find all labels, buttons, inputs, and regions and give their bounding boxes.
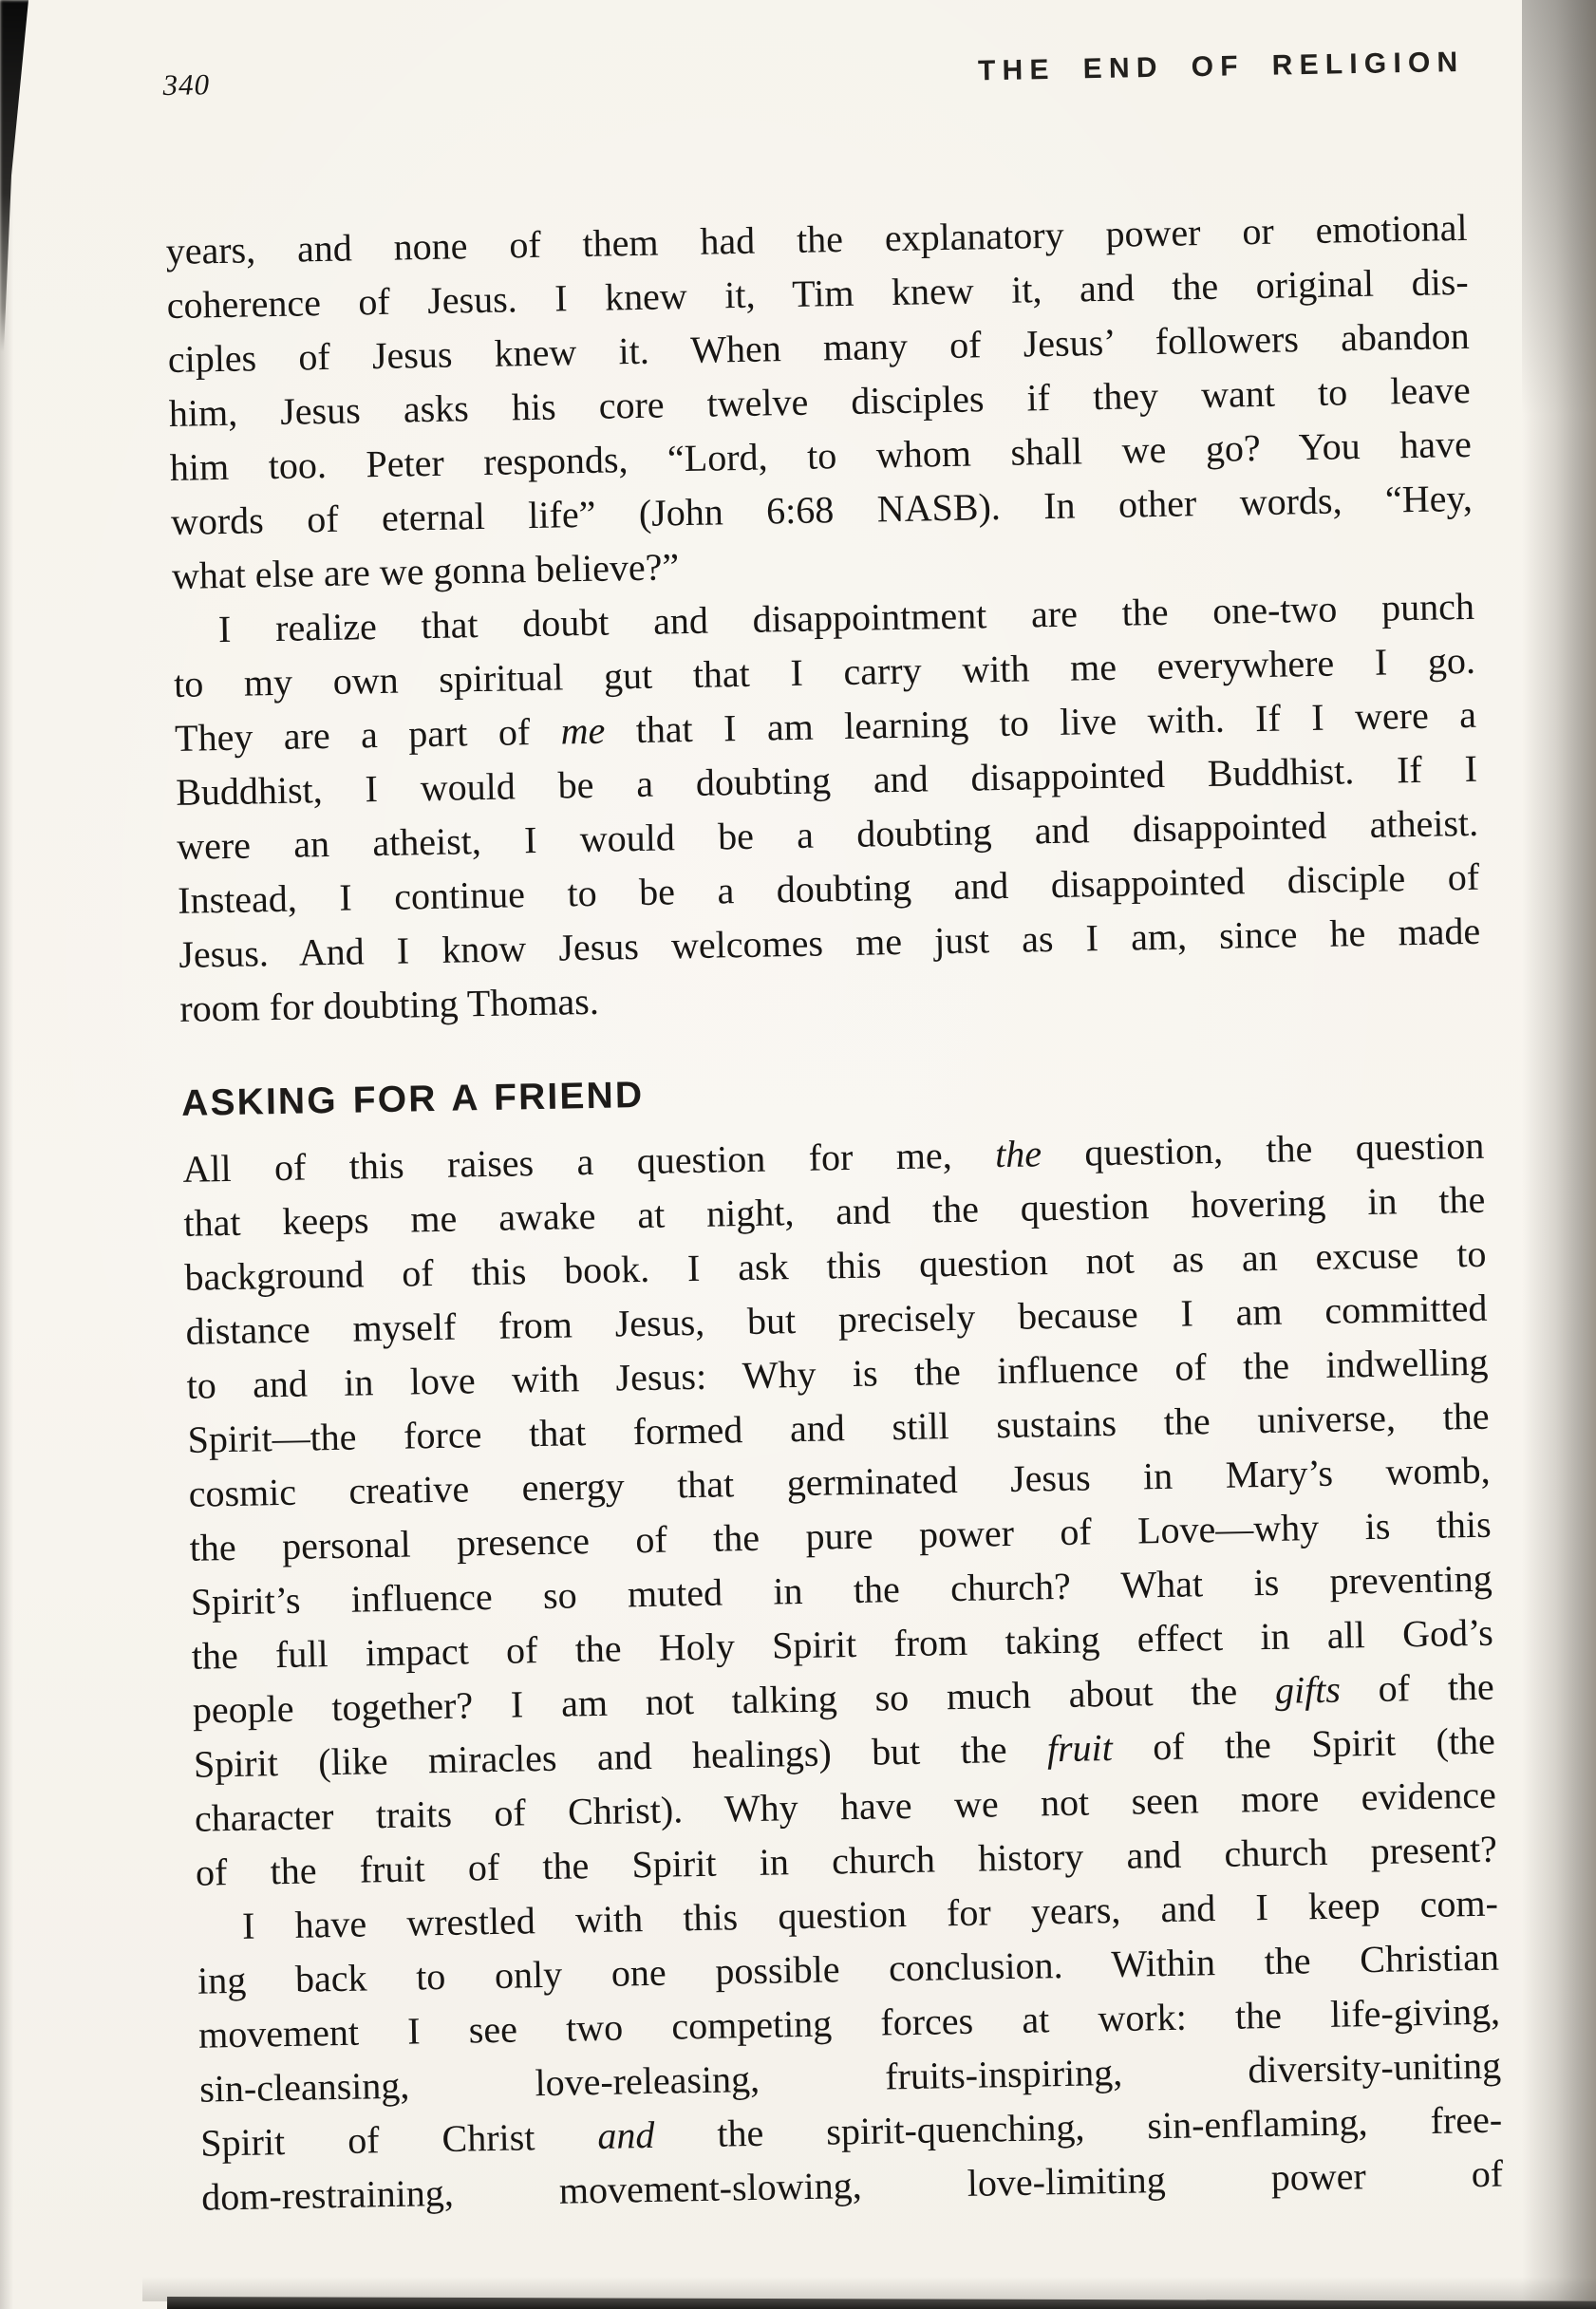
text-segment: question, the question	[1041, 1123, 1485, 1175]
running-header: THE END OF RELIGION	[977, 46, 1465, 87]
text-segment: They are a part of	[174, 709, 562, 760]
text-segment: that keeps me awake at night, and the question hovering in the	[183, 1177, 1486, 1245]
text-segment: Instead, I continue to be a doubting and disappointed disciple of	[177, 854, 1480, 922]
paragraph	[182, 1118, 1497, 1900]
text-segment: distance myself from Jesus, but precisely because I am committed	[185, 1286, 1488, 1353]
text-segment: Spirit (like miracles and healings) but the	[193, 1727, 1048, 1786]
italic-text: the	[994, 1132, 1042, 1176]
text-block	[165, 200, 1503, 2225]
text-segment: to my own spiritual gut that I carry with me everywhere I go.	[173, 638, 1476, 705]
text-segment: I have wrestled with this question for years, and I keep com-	[241, 1881, 1499, 1947]
text-segment: Buddhist, I would be a doubting and disappointed Buddhist. If I	[175, 746, 1478, 814]
section-heading: ASKING FOR A FRIEND	[180, 1074, 645, 1124]
page-number: 340	[162, 67, 211, 103]
text-segment: cosmic creative energy that germinated Jesus in Mary’s womb,	[188, 1448, 1491, 1515]
text-segment: of the	[1340, 1664, 1495, 1711]
text-segment: the personal presence of the pure power of Love—why is this	[189, 1502, 1492, 1569]
text-segment: years, and none of them had the explanatory power or emotional	[165, 205, 1468, 273]
text-segment: Spirit—the force that formed and still sustains the universe, the	[187, 1394, 1490, 1461]
text-segment: dom-restraining, movement-slowing, love-limiting power of	[200, 2151, 1504, 2219]
paragraph	[173, 579, 1482, 1036]
text-segment: ing back to only one possible conclusion. Within the Christian	[197, 1935, 1500, 2002]
text-segment: of the fruit of the Spirit in church history and church present?	[195, 1827, 1498, 1894]
text-segment: coherence of Jesus. I knew it, Tim knew it, and the original dis-	[166, 259, 1469, 328]
text-segment: Spirit’s influence so muted in the church? What is preventing	[190, 1556, 1493, 1624]
text-segment: were an atheist, I would be a doubting and disappointed atheist.	[176, 800, 1479, 868]
text-segment: character traits of Christ). Why have we not seen more evidence	[194, 1773, 1497, 1840]
italic-text: fruit	[1046, 1726, 1114, 1771]
text-segment: the spirit-quenching, sin-enflaming, free-	[653, 2097, 1503, 2156]
text-segment: him too. Peter responds, “Lord, to whom shall we go? You have	[169, 422, 1473, 489]
text-segment: to and in love with Jesus: Why is the influence of the indwelling	[186, 1340, 1489, 1407]
text-segment: ciples of Jesus knew it. When many of Jesus’ followers abandon	[167, 313, 1471, 382]
text-segment: sin-cleansing, love-releasing, fruits-inspiring, diversity-uniting	[198, 2043, 1502, 2111]
italic-text: gifts	[1274, 1667, 1342, 1712]
text-segment: Spirit of Christ	[199, 2114, 598, 2165]
text-segment: room for doubting Thomas.	[178, 979, 600, 1030]
italic-text: and	[596, 2112, 655, 2158]
text-segment: what else are we gonna believe?”	[171, 545, 680, 597]
page-edge-shadow-right	[1522, 0, 1596, 2309]
text-segment: movement I see two competing forces at work: the life-giving,	[197, 1989, 1501, 2056]
text-segment: of the Spirit (the	[1112, 1718, 1496, 1770]
text-segment: him, Jesus asks his core twelve disciples if they want to leave	[168, 367, 1472, 436]
text-segment: All of this raises a question for me,	[182, 1133, 996, 1191]
text-segment: the full impact of the Holy Spirit from taking effect in all God’s	[191, 1610, 1494, 1678]
text-segment: people together? I am not talking so much about the	[192, 1668, 1276, 1732]
page-header	[162, 31, 1465, 103]
paragraph	[165, 200, 1474, 603]
text-segment: background of this book. I ask this question not as an excuse to	[184, 1231, 1487, 1299]
text-segment: I realize that doubt and disappointment are the one-two punch	[217, 584, 1475, 651]
italic-text: me	[560, 708, 606, 753]
paragraph	[197, 1876, 1504, 2225]
text-segment: words of eternal life” (John 6:68 NASB). In other words, “Hey,	[170, 476, 1474, 543]
text-segment: that I am learning to live with. If I were a	[604, 692, 1477, 752]
text-segment: Jesus. And I know Jesus welcomes me just as I am, since he made	[178, 909, 1481, 976]
